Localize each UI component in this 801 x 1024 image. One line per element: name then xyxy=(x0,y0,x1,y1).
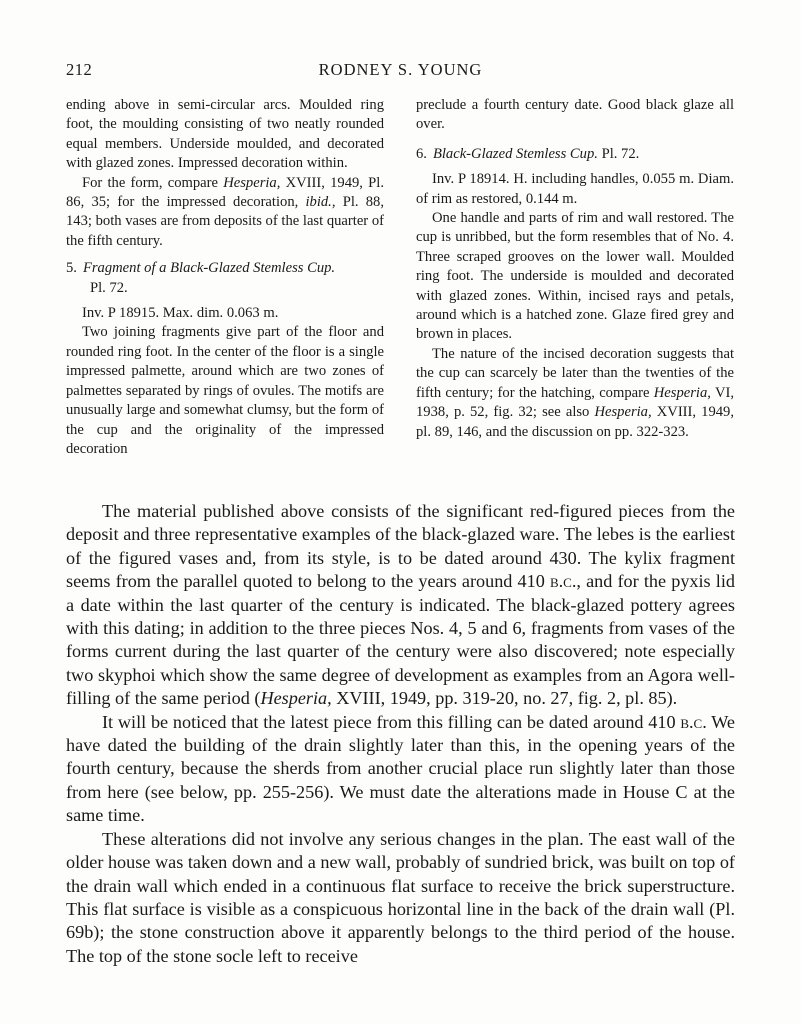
catalog-description-6: One handle and parts of rim and wall restored. The cup is unribbed, but the form resembles that of No. 4. Three scraped grooves on the lower wall. Moulded ring foot. The underside is moulded and decorated with glazed zones. Within, incised rays and petals, around which is a hatched zone. Glaze fired grey and brown in places. xyxy=(416,210,734,343)
catalog-title-5: Fragment of a Black-Glazed Stemless Cup. xyxy=(82,260,336,277)
body-paragraph-3: These alterations did not involve any serious changes in the plan. The east wall of the older house was taken down and a new wall, probably of sundried brick, was built on top of the drain wall which ended in a continuous flat surface to receive the brick superstructure. This flat surface is visible as a conspicuous horizontal line in the back of the drain wall (Pl. 69b); the stone construction above it apparently belongs to the third period of the house. The top of the stone socle left to receive xyxy=(66,828,735,966)
dating-paragraph-6: The nature of the incised decoration suggests that the cup can scarcely be later than the twenties of the fifth century; for the hatching, compare Hesperia, VI, 1938, p. 52, fig. 32; see also Hesperia, XVIII, 1949, pl. 89, 146, and the discussion on pp. 322-323. xyxy=(416,345,734,440)
catalog-heading-6 xyxy=(416,145,734,164)
left-column xyxy=(66,96,384,459)
catalog-continuation-right: preclude a fourth century date. Good black glaze all over. xyxy=(416,97,734,133)
main-body xyxy=(66,500,735,968)
body-paragraph-1: The material published above consists of the significant red-figured pieces from the deposit and three representative examples of the black-glazed ware. The lebes is the earliest of the figured vases and, from its style, is to be dated around 430. The kylix fragment seems from the parallel quoted to belong to the years around 410 b.c., and for the pyxis lid a date within the last quarter of the century is indicated. The black-glazed pottery agrees with this dating; in addition to the three pieces Nos. 4, 5 and 6, fragments from vases of the forms current during the last quarter of the century were also discovered; note especially two skyphoi which show the same degree of development as examples from an Agora well-filling of the same period (Hesperia, XVIII, 1949, pp. 319-20, no. 27, fig. 2, pl. 85). xyxy=(66,501,735,709)
comparison-paragraph: For the form, compare Hesperia, XVIII, 1949, Pl. 86, 35; for the impressed decoration, ibid., Pl. 88, 143; both vases are from deposits of the last quarter of the fifth century. xyxy=(66,174,384,249)
catalog-title-6: Black-Glazed Stemless Cup. xyxy=(432,145,598,162)
running-head: RODNEY S. YOUNG xyxy=(318,60,483,79)
catalog-number-6: 6. xyxy=(416,145,427,162)
body-paragraph-2: It will be noticed that the latest piece from this filling can be dated around 410 b.c. We have dated the building of the drain slightly later than this, in the opening years of the fourth century, because the sherds from another crucial place run slightly later than those from here (see below, pp. 255-256). We must date the alterations made in House C at the same time. xyxy=(66,711,735,826)
catalog-continuation: ending above in semi-circular arcs. Moulded ring foot, the moulding consisting of two neatly rounded equal members. Underside moulded, and decorated with glazed zones. Impressed decoration within. xyxy=(66,97,384,172)
page-header xyxy=(66,60,735,84)
catalog-plate-6: Pl. 72. xyxy=(601,145,640,162)
catalog-heading-5 xyxy=(66,259,384,298)
catalog-plate-5: Pl. 72. xyxy=(90,279,128,296)
catalog-number-5: 5. xyxy=(66,260,77,277)
right-column xyxy=(416,96,734,442)
catalog-description-5: Two joining fragments give part of the floor and rounded ring foot. In the center of the floor is a single impressed palmette, around which are two zones of palmettes separated by rings of ovules. The motifs are unusually large and somewhat clumsy, but the form of the cup and the originality of the impressed decoration xyxy=(66,324,384,457)
inventory-line-6: Inv. P 18914. H. including handles, 0.055 m. Diam. of rim as restored, 0.144 m. xyxy=(416,171,734,207)
inventory-line-5: Inv. P 18915. Max. dim. 0.063 m. xyxy=(82,305,279,322)
page-number: 212 xyxy=(66,60,93,79)
